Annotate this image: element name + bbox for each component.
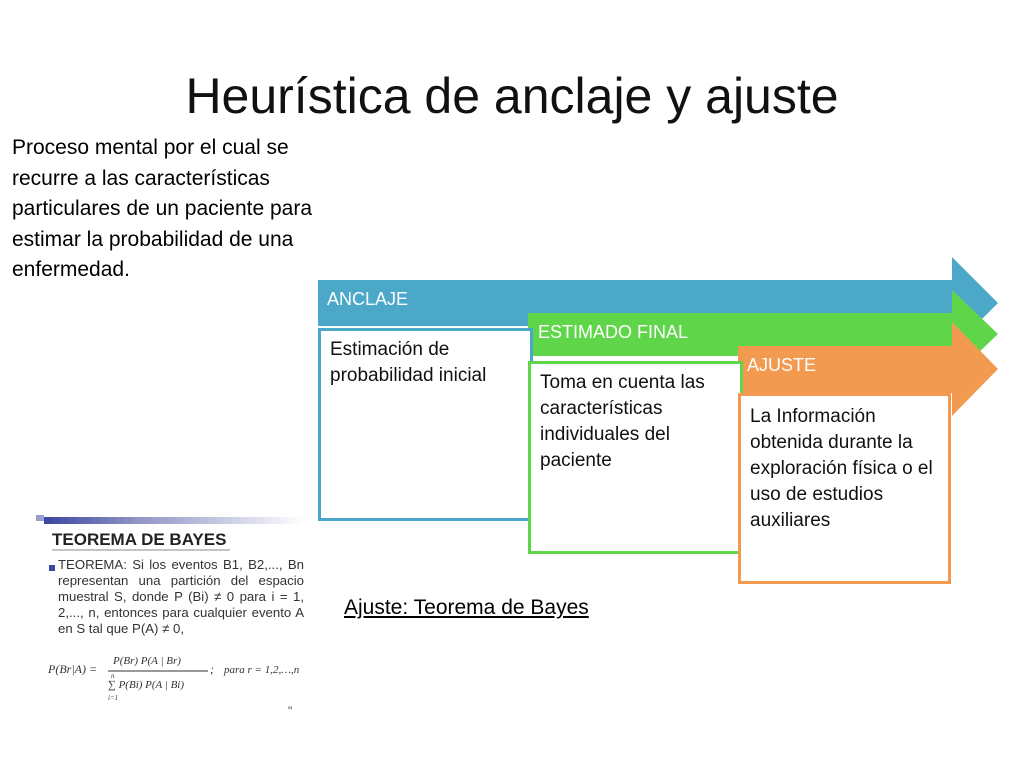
step-label-ajuste: AJUSTE (747, 355, 817, 375)
bayes-formula (48, 648, 308, 712)
slide-title: Heurística de anclaje y ajuste (185, 68, 839, 124)
step-text-estimado-final: Toma en cuenta las características individuales del paciente (540, 372, 705, 471)
formula-sum-top: n (111, 672, 115, 680)
bayes-formula-graphic (48, 648, 308, 708)
step-label-anclaje: ANCLAJE (327, 289, 409, 309)
bayes-statement: TEOREMA: Si los eventos B1, B2,..., Bn representan una partición del espacio muestral S, donde P (Bi) ≠ 0 para i = 1, 2,..., n, entonces para cualquier evento A en S tal que P(A) ≠ 0, (58, 557, 304, 636)
intro-paragraph: Proceso mental por el cual se recurre a las características particulares de un paciente para estimar la probabilidad de una enfermedad. (12, 136, 313, 281)
step-text-ajuste: La Información obtenida durante la exploración física o el uso de estudios auxiliares (750, 406, 933, 531)
step-label-estimado-final: ESTIMADO FINAL (538, 322, 689, 342)
formula-numerator: P(Br) P(A | Br) (113, 655, 181, 667)
step-text-anclaje: Estimación de probabilidad inicial (330, 339, 487, 386)
formula-denominator: ∑ P(Bi) P(A | Bi) (108, 679, 185, 691)
formula-range: para r = 1,2,…,n (224, 664, 300, 676)
bayes-theorem-image (34, 512, 304, 722)
step-box-ajuste (738, 393, 951, 584)
step-box-estimado-final (528, 361, 743, 554)
formula-semicolon: ; (210, 662, 214, 676)
bayes-closing-mark: " (288, 704, 293, 718)
bullet-icon (49, 565, 55, 571)
bayes-caption: Ajuste: Teorema de Bayes (344, 596, 589, 619)
bayes-heading: TEOREMA DE BAYES (52, 530, 227, 549)
step-box-anclaje (318, 328, 533, 521)
formula-sum-bottom: i=1 (108, 694, 119, 702)
formula-lhs: P(Br|A) = (48, 662, 98, 676)
